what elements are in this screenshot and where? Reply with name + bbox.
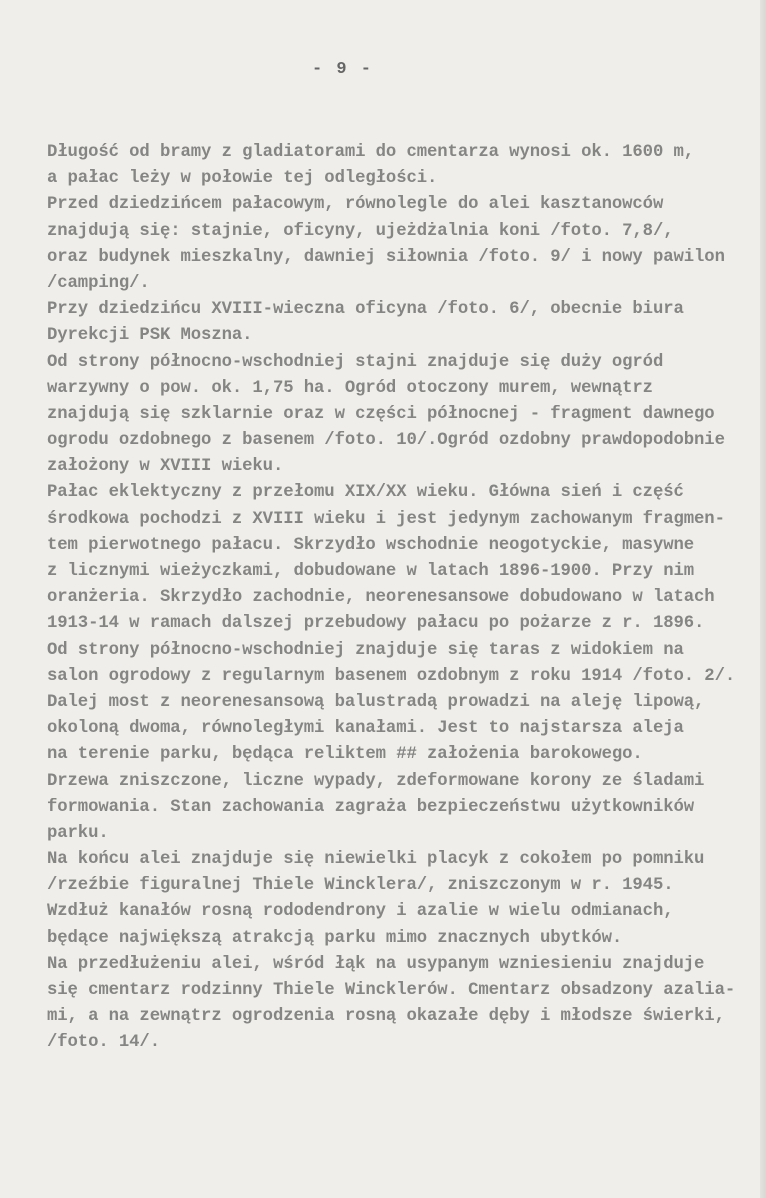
text-line: formowania. Stan zachowania zagraża bezpieczeństwu użytkowników — [47, 797, 695, 817]
text-line: Od strony północno-wschodniej znajduje się taras z widokiem na — [47, 640, 684, 660]
text-line: warzywny o pow. ok. 1,75 ha. Ogród otoczony murem, wewnątrz — [47, 378, 653, 398]
text-line: się cmentarz rodzinny Thiele Wincklerów. Cmentarz obsadzony azalia- — [47, 981, 736, 1000]
text-line: ogrodu ozdobnego z basenem /foto. 10/.Ogród ozdobny prawdopodobnie — [47, 431, 725, 451]
text-line: 1913-14 w ramach dalszej przebudowy pałacu po pożarze z r. 1896. — [47, 614, 705, 634]
text-line: Na końcu alei znajduje się niewielki placyk z cokołem po pomniku — [47, 850, 705, 870]
text-line: Przed dziedzińcem pałacowym, równolegle do alei kasztanowców — [47, 195, 664, 215]
text-line: na terenie parku, będąca reliktem ## założenia barokowego. — [47, 745, 643, 765]
text-line: Od strony północno-wschodniej stajni znajduje się duży ogród — [47, 352, 664, 372]
text-line: Przy dziedzińcu XVIII-wieczna oficyna /foto. 6/, obecnie biura — [47, 300, 684, 320]
text-line: środkowa pochodzi z XVIII wieku i jest jedynym zachowanym fragmen- — [47, 509, 725, 529]
text-line: Na przedłużeniu alei, wśród łąk na usypanym wzniesieniu znajduje — [47, 954, 705, 974]
text-line: założony w XVIII wieku. — [47, 457, 284, 477]
text-line: Pałac eklektyczny z przełomu XIX/XX wieku. Główna sień i część — [47, 483, 684, 503]
text-line: będące największą atrakcją parku mimo znacznych ubytków. — [47, 928, 623, 948]
text-line: okoloną dwoma, równoległymi kanałami. Jest to najstarsza aleja — [47, 719, 684, 739]
text-line: salon ogrodowy z regularnym basenem ozdobnym z roku 1914 /foto. 2/. — [47, 666, 736, 686]
text-line: tem pierwotnego pałacu. Skrzydło wschodnie neogotyckie, masywne — [47, 535, 695, 555]
text-line: Wzdłuż kanałów rosną rododendrony i azalie w wielu odmianach, — [47, 902, 674, 922]
page-number: - 9 - — [312, 60, 374, 79]
text-line: Drzewa zniszczone, liczne wypady, zdeformowane korony ze śladami — [47, 771, 705, 791]
text-line: mi, a na zewnątrz ogrodzenia rosną okazałe dęby i młodsze świerki, — [47, 1007, 725, 1027]
text-line: znajdują się: stajnie, oficyny, ujeżdżalnia koni /foto. 7,8/, — [47, 221, 674, 241]
text-line: oraz budynek mieszkalny, dawniej siłownia /foto. 9/ i nowy pawilon — [47, 247, 725, 267]
text-line: parku. — [47, 823, 109, 843]
text-line: Dalej most z neorenesansową balustradą prowadzi na aleję lipową, — [47, 692, 705, 712]
text-line: /foto. 14/. — [47, 1033, 160, 1053]
text-line: oranżeria. Skrzydło zachodnie, neorenesansowe dobudowano w latach — [47, 588, 715, 608]
body-text — [47, 140, 762, 1057]
text-line: /camping/. — [47, 273, 150, 293]
text-line: a pałac leży w połowie tej odległości. — [47, 169, 438, 189]
text-line: znajdują się szklarnie oraz w części północnej - fragment dawnego — [47, 404, 715, 424]
text-line: z licznymi wieżyczkami, dobudowane w latach 1896-1900. Przy nim — [47, 562, 695, 581]
text-line: Dyrekcji PSK Moszna. — [47, 326, 253, 346]
text-line: /rzeźbie figuralnej Thiele Wincklera/, zniszczonym w r. 1945. — [47, 876, 674, 896]
text-line: Długość od bramy z gladiatorami do cmentarza wynosi ok. 1600 m, — [47, 143, 695, 162]
